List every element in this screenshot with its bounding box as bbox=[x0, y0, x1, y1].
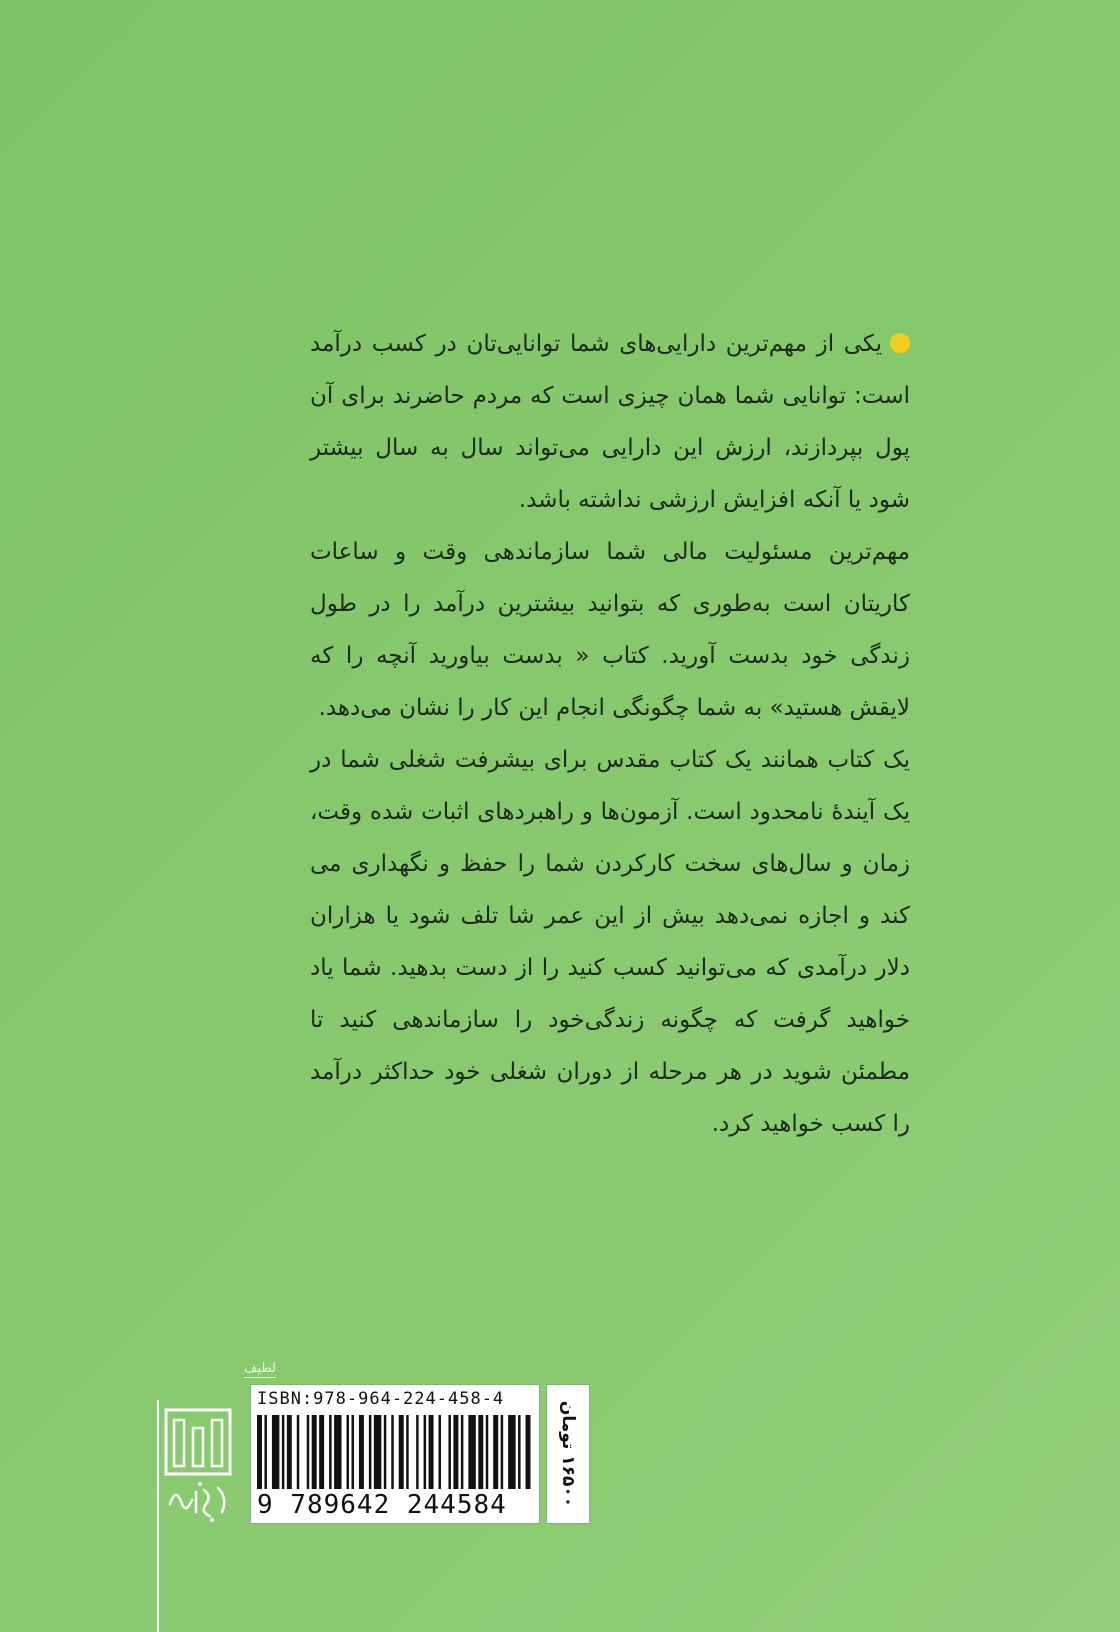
isbn-barcode bbox=[250, 1384, 540, 1524]
blurb-paragraph-3: یک کتاب همانند یک کتاب مقدس برای بیشرفت شغلی شما در یک آیندهٔ نامحدود است. آزمون‌ها و راهبردهای اثبات شده وقت، زمان و سال‌های سخت کارکردن شما را حفظ و نگهداری می کند و اجازه نمی‌دهد بیش از این عمر شا تلف شود یا هزاران دلار درآمدی که می‌توانید کسب کنید را از دست بدهید. شما یاد خواهید گرفت که چگونه زندگی‌خود را سازماندهی کنید تا مطمئن شوید در هر مرحله از دوران شغلی خود حداکثر درآمد را کسب خواهید کرد. bbox=[310, 747, 910, 1137]
price-text: ۱۶۵۰۰ تومان bbox=[558, 1400, 578, 1508]
printer-mark: لطیف bbox=[244, 1361, 277, 1376]
publisher-divider-line bbox=[157, 1400, 159, 1632]
blurb-paragraph-1: یکی از مهم‌ترین دارایی‌های شما توانایی‌تان در کسب درآمد است: توانایی شما همان چیزی است که مردم حاضرند برای آن پول بپردازند، ارزش این دارایی می‌تواند سال به سال بیشتر شود یا آنکه افزایش ارزشی نداشته باشد. bbox=[310, 331, 910, 513]
bullet-dot-icon bbox=[890, 333, 910, 353]
barcode-digits: 9 789642 244584 bbox=[257, 1490, 507, 1520]
blurb-paragraph-2: مهم‌ترین مسئولیت مالی شما سازماندهی وقت و ساعات کاریتان است به‌طوری که بتوانید بیشترین درآمد را در طول زندگی خود بدست آورید. کتاب « بدست بیاورید آنچه را که لایقش هستید» به شما چگونگی انجام این کار را نشان می‌دهد. bbox=[310, 539, 910, 721]
publisher-logo-icon bbox=[162, 1408, 234, 1528]
blurb-text bbox=[310, 318, 910, 1150]
barcode-bars bbox=[257, 1415, 533, 1489]
isbn-label: ISBN:978-964-224-458-4 bbox=[257, 1389, 505, 1409]
price-tag bbox=[546, 1384, 590, 1524]
